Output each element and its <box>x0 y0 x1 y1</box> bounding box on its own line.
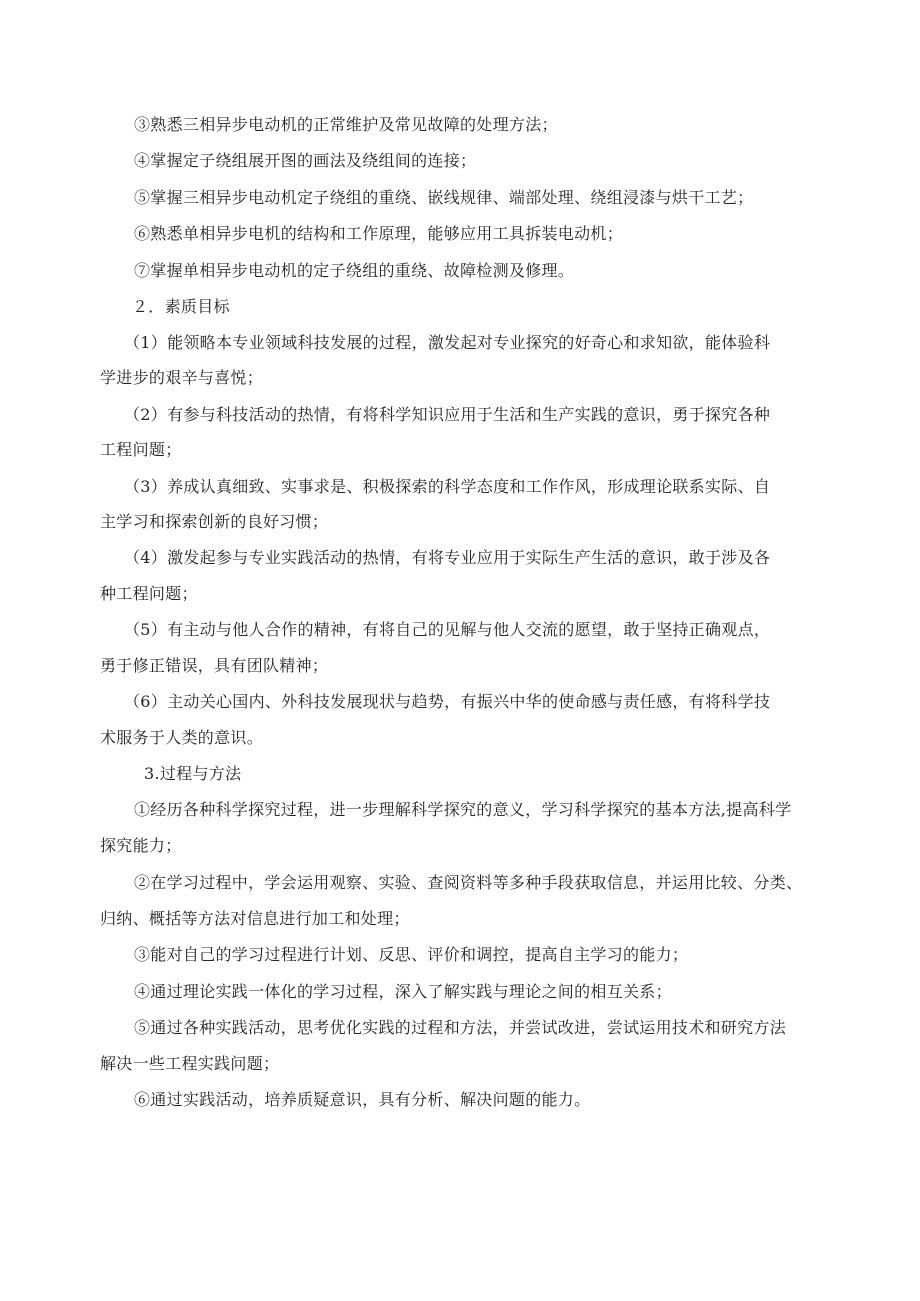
process-item-2: ②在学习过程中，学会运用观察、实验、查阅资料等多种手段获取信息，并运用比较、分类、 <box>134 873 803 892</box>
quality-item-3-cont: 主学习和探索创新的良好习惯； <box>100 512 329 531</box>
process-item-5-cont: 解决一些工程实践问题； <box>100 1054 280 1073</box>
quality-item-2-cont: 工程问题； <box>100 440 182 459</box>
knowledge-item-6: ⑥熟悉单相异步电机的结构和工作原理，能够应用工具拆装电动机； <box>134 224 624 243</box>
process-item-1-cont: 探究能力； <box>100 836 182 855</box>
quality-item-5-cont: 勇于修正错误，具有团队精神； <box>100 656 329 675</box>
quality-item-4: （4）激发起参与专业实践活动的热情，有将专业应用于实际生产生活的意识，敢于涉及各 <box>124 548 771 567</box>
quality-item-1-cont: 学进步的艰辛与喜悦； <box>100 368 264 387</box>
knowledge-item-3: ③熟悉三相异步电动机的正常维护及常见故障的处理方法； <box>134 115 558 134</box>
quality-item-6-cont: 术服务于人类的意识。 <box>100 728 264 747</box>
quality-item-5: （5）有主动与他人合作的精神，有将自己的见解与他人交流的愿望，敢于坚持正确观点， <box>124 620 771 639</box>
knowledge-item-5: ⑤掌握三相异步电动机定子绕组的重绕、嵌线规律、端部处理、绕组浸漆与烘干工艺； <box>134 188 754 207</box>
quality-item-1: （1）能领略本专业领域科技发展的过程，激发起对专业探究的好奇心和求知欲，能体验科 <box>124 333 771 352</box>
quality-item-3: （3）养成认真细致、实事求是、积极探索的科学态度和工作作风，形成理论联系实际、自 <box>124 477 771 496</box>
process-methods-heading: 3.过程与方法 <box>144 764 242 783</box>
quality-item-4-cont: 种工程问题； <box>100 584 198 603</box>
process-item-5: ⑤通过各种实践活动，思考优化实践的过程和方法，并尝试改进，尝试运用技术和研究方法 <box>134 1018 787 1037</box>
process-item-3: ③能对自己的学习过程进行计划、反思、评价和调控，提高自主学习的能力； <box>134 945 689 964</box>
process-item-2-cont: 归纳、概括等方法对信息进行加工和处理； <box>100 909 410 928</box>
process-item-1: ①经历各种科学探究过程，进一步理解科学探究的意义，学习科学探究的基本方法,提高科学 <box>134 800 792 819</box>
process-item-6: ⑥通过实践活动，培养质疑意识，具有分析、解决问题的能力。 <box>134 1090 591 1109</box>
process-item-4: ④通过理论实践一体化的学习过程，深入了解实践与理论之间的相互关系； <box>134 982 672 1001</box>
knowledge-item-7: ⑦掌握单相异步电动机的定子绕组的重绕、故障检测及修理。 <box>134 261 575 280</box>
quality-objectives-heading: ２．素质目标 <box>132 297 230 316</box>
quality-item-6: （6）主动关心国内、外科技发展现状与趋势，有振兴中华的使命感与责任感，有将科学技 <box>124 692 771 711</box>
quality-item-2: （2）有参与科技活动的热情，有将科学知识应用于生活和生产实践的意识，勇于探究各种 <box>124 405 771 424</box>
knowledge-item-4: ④掌握定子绕组展开图的画法及绕组间的连接； <box>134 151 477 170</box>
